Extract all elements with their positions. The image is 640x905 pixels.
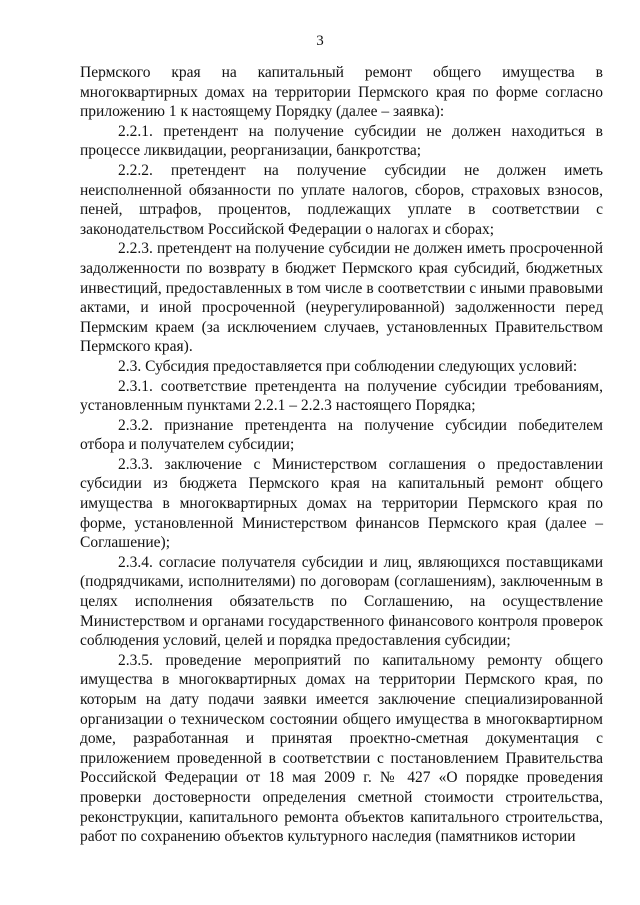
paragraph-2-2-3: 2.2.3. претендент на получение субсидии не должен иметь просроченной задолженности по возврату в бюджет Пермского края субсидий, бюджетных инвестиций, предоставленных в том числе в соответствии с иными правовыми актами, и иной просроченной (неурегулированной) задолженности перед Пермским краем (за исключением случаев, установленных Правительством Пермского края). [80,240,603,356]
paragraph-2-2-1: 2.2.1. претендент на получение субсидии не должен находиться в процессе ликвидации, реорганизации, банкротства; [80,122,603,160]
paragraph-continuation: Пермского края на капитальный ремонт общего имущества в многоквартирных домах на территории Пермского края по форме согласно приложению 1 к настоящему Порядку (далее – заявка): [80,64,603,121]
paragraph-2-3-2: 2.3.2. признание претендента на получение субсидии победителем отбора и получателем субсидии; [80,416,603,454]
paragraph-2-3-5: 2.3.5. проведение мероприятий по капитальному ремонту общего имущества в многоквартирных домах на территории Пермского края, по которым на дату подачи заявки имеется заключение специализированной организации о техническом состоянии общего имущества в многоквартирном доме, разработанная и принятая проектно-сметная документация с приложением проведенной в соответствии с постановлением Правительства Российской Федерации от 18 мая 2009 г. № 427 «О порядке проведения проверки достоверности определения сметной стоимости строительства, реконструкции, капитального ремонта объектов капитального строительства, работ по сохранению объектов культурного наследия (памятников истории [80,651,603,846]
paragraph-2-3: 2.3. Субсидия предоставляется при соблюдении следующих условий: [118,357,578,375]
paragraph-2-3-1: 2.3.1. соответствие претендента на получение субсидии требованиям, установленным пунктами 2.2.1 – 2.2.3 настоящего Порядка; [80,377,603,415]
page-number: 3 [316,33,324,49]
document-body [80,63,603,847]
paragraph-2-2-2: 2.2.2. претендент на получение субсидии не должен иметь неисполненной обязанности по уплате налогов, сборов, страховых взносов, пеней, штрафов, процентов, подлежащих уплате в соответствии с законодательством Российской Федерации о налогах и сборах; [80,161,603,238]
paragraph-2-3-3: 2.3.3. заключение с Министерством соглашения о предоставлении субсидии из бюджета Пермского края на капитальный ремонт общего имущества в многоквартирных домах на территории Пермского края по форме, установленной Министерством финансов Пермского края (далее – Соглашение); [80,455,603,552]
paragraph-2-3-4: 2.3.4. согласие получателя субсидии и лиц, являющихся поставщиками (подрядчиками, исполнителями) по договорам (соглашениям), заключенным в целях исполнения обязательств по Соглашению, на осуществление Министерством и органами государственного финансового контроля проверок соблюдения условий, целей и порядка предоставления субсидии; [80,553,603,650]
